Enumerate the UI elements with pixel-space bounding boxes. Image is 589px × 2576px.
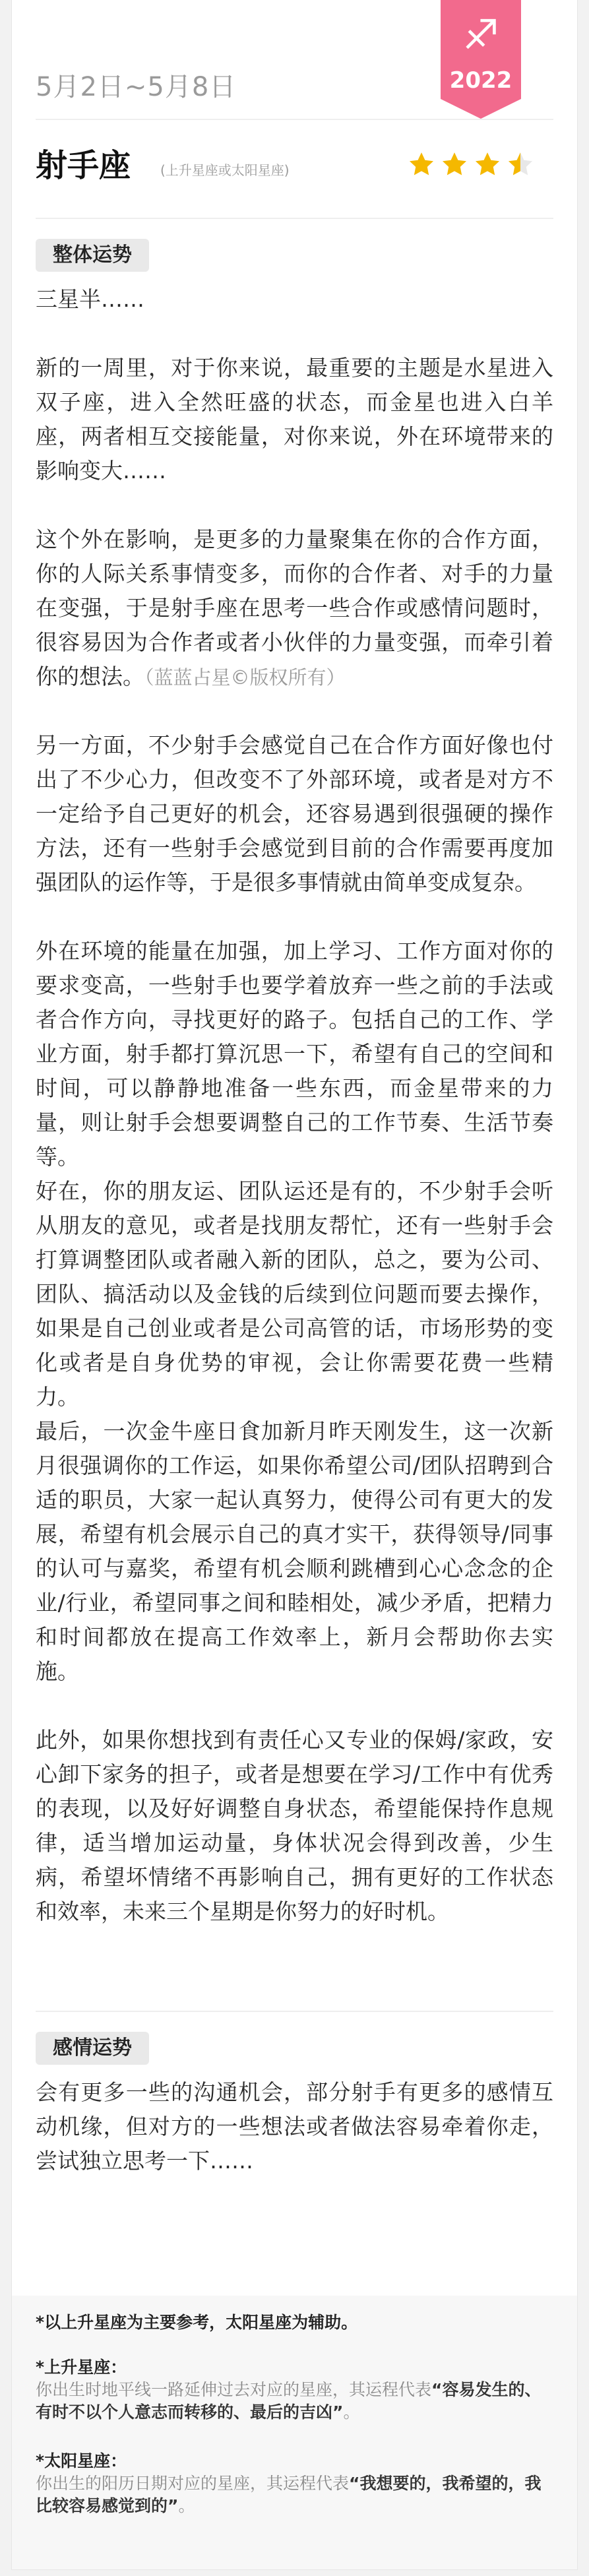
footnote-box bbox=[12, 2296, 577, 2569]
overall-paragraph-8: 此外，如果你想找到有责任心又专业的保姆/家政，安心卸下家务的担子，或者是想要在学习/工作中有优秀的表现，以及好好调整自身状态，希望能保持作息规律，适当增加运动量，身体状况会得到改善，少生病，希望坏情绪不再影响自己，拥有更好的工作状态和效率，未来三个星期是你努力的好时机。 bbox=[36, 1727, 553, 1924]
star-full-icon bbox=[474, 150, 501, 178]
love-paragraph: 会有更多一些的沟通机会，部分射手有更多的感情互动机缘，但对方的一些想法或者做法容易牵着你走，尝试独立思考一下…… bbox=[36, 2079, 553, 2174]
rating-stars bbox=[408, 150, 553, 178]
header-divider bbox=[36, 119, 553, 120]
star-full-icon bbox=[441, 150, 468, 178]
overall-paragraph-5: 外在环境的能量在加强，加上学习、工作方面对你的要求变高，一些射手也要学着放弃一些之前的手法或者合作方向，寻找更好的路子。包括自己的工作、学业方面，射手都打算沉思一下，希望有自己的空间和时间，可以静静地准备一些东西，而金星带来的力量，则让射手会想要调整自己的工作节奏、生活节奏等。 bbox=[36, 938, 553, 1170]
overall-paragraph-4: 另一方面，不少射手会感觉自己在合作方面好像也付出了不少心力，但改变不了外部环境，或者是对方不一定给予自己更好的机会，还容易遇到很强硬的操作方法，还有一些射手会感觉到目前的合作需要再度加强团队的运作等，于是很多事情就由简单变成复杂。 bbox=[36, 732, 553, 895]
overall-paragraph-1: 三星半…… bbox=[36, 286, 144, 312]
footnote-rising-title: *上升星座： bbox=[36, 2358, 127, 2377]
section-divider bbox=[36, 2011, 553, 2012]
star-half-icon bbox=[507, 150, 534, 178]
overall-paragraph-3 bbox=[36, 522, 553, 695]
footnote-sun-body: 你出生的阳历日期对应的星座，其运程代表 bbox=[36, 2474, 350, 2493]
footnote-rising-end: 。 bbox=[343, 2403, 360, 2422]
love-section-tag: 感情运势 bbox=[36, 2032, 149, 2065]
overall-paragraph-2: 新的一周里，对于你来说，最重要的主题是水星进入双子座，进入全然旺盛的状态，而金星也进入白羊座，两者相互交接能量，对你来说，外在环境带来的影响变大…… bbox=[36, 355, 553, 484]
horoscope-card bbox=[12, 0, 577, 2569]
overall-paragraph-3-text: 这个外在影响，是更多的力量聚集在你的合作方面，你的人际关系事情变多，而你的合作者、对手的力量在变强，于是射手座在思考一些合作或感情问题时，很容易因为合作者或者小伙伴的力量变强，而牵引着你的想法。 bbox=[36, 526, 553, 689]
overall-section-tag: 整体运势 bbox=[36, 239, 149, 272]
footnote-rising-quote: “容易发生的、有时不以个人意志而转移的、最后的吉凶” bbox=[36, 2380, 542, 2422]
title-divider bbox=[36, 218, 553, 219]
footnote-sun-title: *太阳星座： bbox=[36, 2451, 127, 2470]
footnote-sun-end: 。 bbox=[178, 2496, 195, 2515]
copyright-note: （蓝蓝占星©版权所有） bbox=[144, 666, 346, 689]
footnote-rising-body: 你出生时地平线一路延伸过去对应的星座，其运程代表 bbox=[36, 2380, 432, 2399]
overall-paragraph-7: 最后，一次金牛座日食加新月昨天刚发生，这一次新月很强调你的工作运，如果你希望公司/团队招聘到合适的职员，大家一起认真努力，使得公司有更大的发展，希望有机会展示自己的真才实干，获得领导/同事的认可与嘉奖，希望有机会顺利跳槽到心心念念的企业/行业，希望同事之间和睦相处，减少矛盾，把精力和时间都放在提高工作效率上，新月会帮助你去实施。 bbox=[36, 1418, 553, 1684]
overall-paragraph-6: 好在，你的朋友运、团队运还是有的，不少射手会听从朋友的意见，或者是找朋友帮忙，还有一些射手会打算调整团队或者融入新的团队，总之，要为公司、团队、搞活动以及金钱的后续到位问题而要去操作，如果是自己创业或者是公司高管的话，市场形势的变化或者是自身优势的审视，会让你需要花费一些精力。 bbox=[36, 1178, 553, 1410]
sign-title: 射手座 bbox=[36, 147, 131, 184]
year-badge bbox=[441, 0, 521, 119]
date-range: 5月2日~5月8日 bbox=[36, 72, 237, 102]
sign-note: (上升星座或太阳星座) bbox=[160, 162, 290, 178]
footnote-rising-text bbox=[36, 2379, 553, 2424]
badge-year: 2022 bbox=[449, 67, 512, 94]
sagittarius-icon: ♐ bbox=[462, 11, 499, 59]
footnote-sun-quote: “我想要的，我希望的，我比较容易感觉到的” bbox=[36, 2474, 542, 2515]
footnote-sun-text bbox=[36, 2472, 553, 2517]
footnote-main: *以上升星座为主要参考，太阳星座为辅助。 bbox=[36, 2313, 358, 2332]
star-full-icon bbox=[408, 150, 435, 178]
